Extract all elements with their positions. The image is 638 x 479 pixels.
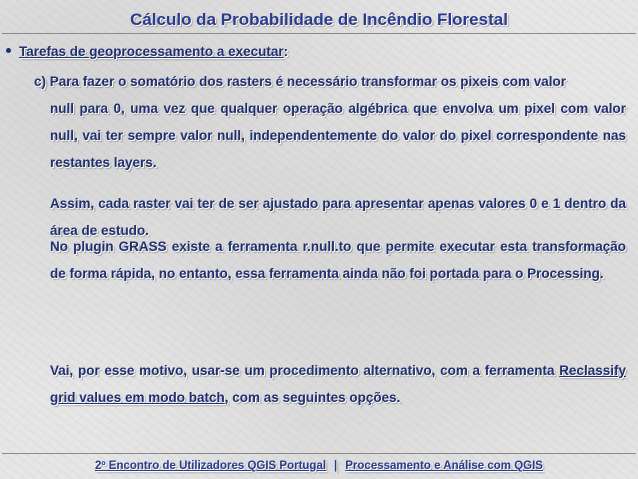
slide-title: Cálculo da Probabilidade de Incêndio Florestal bbox=[130, 10, 508, 29]
reclassify-tool-link[interactable]: Reclassify grid values em modo batch bbox=[50, 363, 626, 405]
header-divider bbox=[2, 33, 636, 34]
bullet-suffix: : bbox=[283, 44, 289, 59]
paragraph-c bbox=[34, 68, 626, 176]
paragraph-procedure-text: Vai, por esse motivo, usar-se um procedimento alternativo, com a ferramenta bbox=[50, 363, 555, 378]
footer-divider bbox=[2, 453, 636, 454]
slide-footer bbox=[0, 460, 638, 472]
bullet-dot-icon bbox=[6, 48, 11, 53]
bullet-label: Tarefas de geoprocessamento a executar bbox=[19, 44, 284, 59]
paragraph-assim: Assim, cada raster vai ter de ser ajustado para apresentar apenas valores 0 e 1 dentro da área de estudo. bbox=[50, 196, 626, 238]
paragraph-procedure bbox=[50, 357, 626, 411]
paragraph-procedure-end: , com as seguintes opções. bbox=[224, 390, 401, 405]
footer-topic: Processamento e Análise com QGIS bbox=[345, 460, 543, 472]
footer-separator: | bbox=[334, 460, 338, 472]
paragraph-c-first-line: Para fazer o somatório dos rasters é necessário transformar os pixeis com valor bbox=[49, 74, 566, 89]
paragraph-grass-plugin: No plugin GRASS existe a ferramenta r.null.to que permite executar esta transformação de forma rápida, no entanto, essa ferramenta ainda não foi portada para o Processing. bbox=[50, 239, 626, 281]
footer-event-name: 2º Encontro de Utilizadores QGIS Portugal bbox=[95, 460, 327, 472]
bullet-item bbox=[6, 44, 288, 59]
paragraph-c-continuation: null para 0, uma vez que qualquer operação algébrica que envolva um pixel com valor null, vai ter sempre valor null, independentemente do valor do pixel correspondente nas restantes layers. bbox=[50, 101, 626, 170]
paragraph-c-marker: c) bbox=[34, 74, 47, 89]
